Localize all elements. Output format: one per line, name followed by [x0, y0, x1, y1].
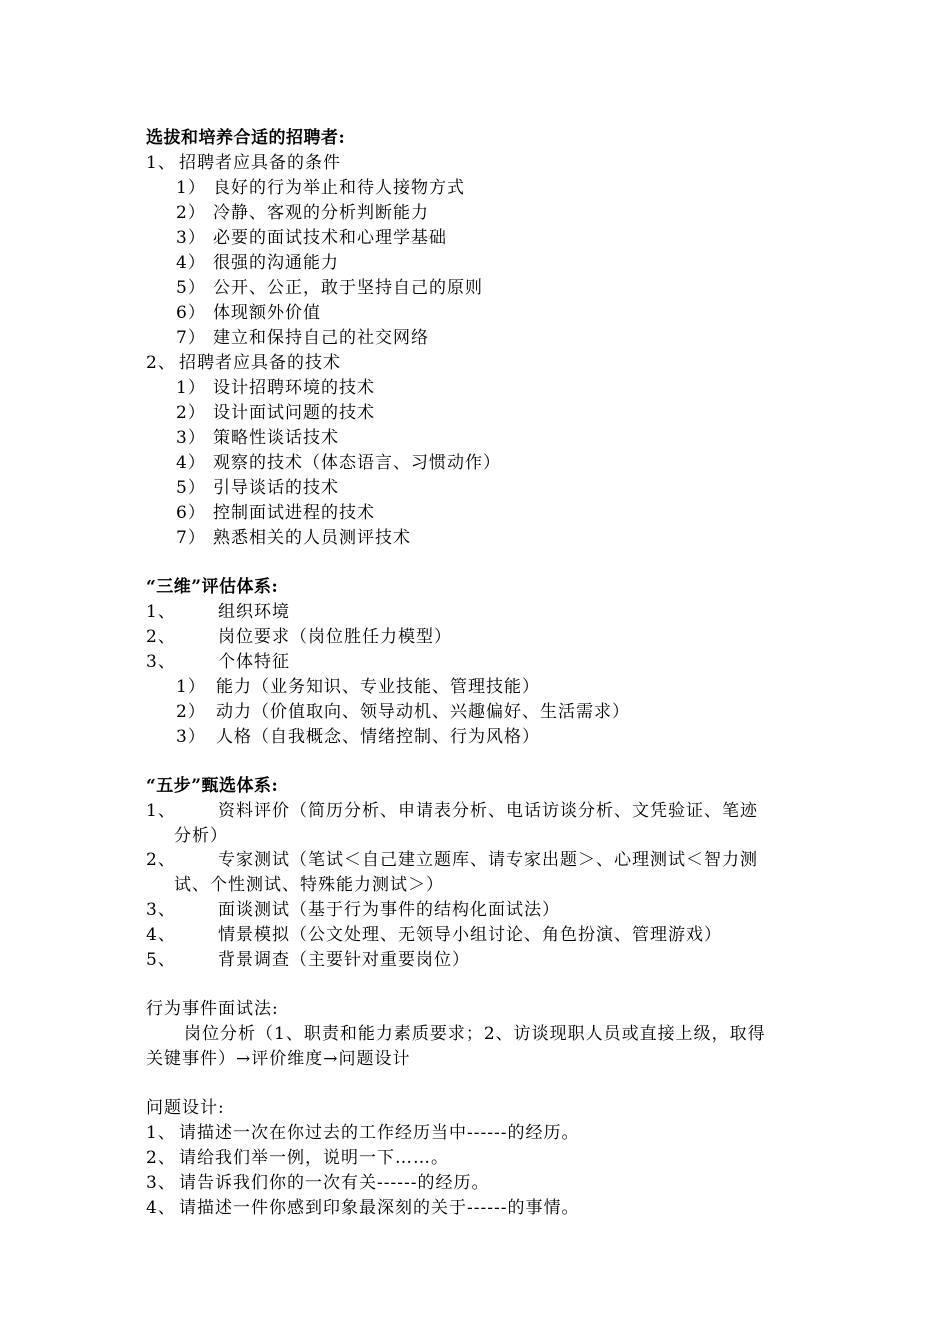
item-number: 1、 [146, 153, 176, 173]
list-item [146, 948, 470, 972]
list-item [146, 1196, 579, 1220]
list-item-continuation: 试、个性测试、特殊能力测试＞） [174, 875, 444, 895]
paragraph-line: 关键事件）→评价维度→问题设计 [146, 1049, 411, 1069]
sub-item-number: 4） [176, 453, 206, 473]
item-number: 2、 [146, 1148, 176, 1168]
sub-item-text: 很强的沟通能力 [213, 253, 339, 273]
sub-list-item [176, 526, 411, 550]
sub-item-number: 1） [176, 178, 206, 198]
sub-list-item [176, 226, 447, 250]
sub-list-item [176, 426, 339, 450]
sub-list-item [176, 725, 540, 749]
list-item-continuation: 分析） [174, 826, 228, 846]
list-item [146, 1171, 489, 1195]
item-number: 4、 [146, 1198, 176, 1218]
item-number: 2、 [146, 353, 176, 373]
sub-item-number: 6） [176, 303, 206, 323]
sub-item-text: 必要的面试技术和心理学基础 [213, 228, 447, 248]
sub-item-text: 观察的技术（体态语言、习惯动作） [213, 453, 501, 473]
list-item [146, 351, 341, 375]
item-text: 资料评价（简历分析、申请表分析、电话访谈分析、文凭验证、笔迹 [218, 801, 758, 821]
list-item [146, 898, 560, 922]
list-item [146, 650, 290, 674]
sub-item-text: 人格（自我概念、情绪控制、行为风格） [216, 727, 540, 747]
sub-item-text: 设计招聘环境的技术 [213, 378, 375, 398]
paragraph-line: 岗位分析（1、职责和能力素质要求；2、访谈现职人员或直接上级，取得 [184, 1024, 766, 1044]
sub-item-number: 3） [176, 727, 206, 747]
item-number: 5、 [146, 950, 176, 970]
list-item [146, 625, 452, 649]
sub-item-number: 3） [176, 228, 206, 248]
sub-item-text: 引导谈话的技术 [213, 478, 339, 498]
sub-item-number: 4） [176, 253, 206, 273]
item-number: 4、 [146, 925, 176, 945]
sub-item-number: 2） [176, 203, 206, 223]
sub-item-text: 熟悉相关的人员测评技术 [213, 528, 411, 548]
sub-item-number: 1） [176, 378, 206, 398]
sub-list-item [176, 201, 429, 225]
item-number: 1、 [146, 801, 176, 821]
sub-item-number: 2） [176, 403, 206, 423]
item-text: 请描述一次在你过去的工作经历当中------的经历。 [179, 1123, 580, 1143]
sub-item-text: 公开、公正，敢于坚持自己的原则 [213, 278, 483, 298]
item-number: 1、 [146, 602, 176, 622]
item-text: 情景模拟（公文处理、无领导小组讨论、角色扮演、管理游戏） [218, 925, 722, 945]
sub-item-text: 能力（业务知识、专业技能、管理技能） [216, 677, 540, 697]
sub-item-text: 建立和保持自己的社交网络 [213, 328, 429, 348]
list-item [146, 799, 758, 823]
list-item [146, 923, 722, 947]
sub-item-number: 3） [176, 428, 206, 448]
sub-item-text: 体现额外价值 [213, 303, 321, 323]
section-title-question-design: 问题设计: [146, 1098, 225, 1118]
sub-item-number: 5） [176, 278, 206, 298]
sub-list-item [176, 401, 375, 425]
sub-list-item [176, 376, 375, 400]
sub-list-item [176, 276, 483, 300]
sub-list-item [176, 501, 375, 525]
item-number: 3、 [146, 900, 176, 920]
item-text: 岗位要求（岗位胜任力模型） [218, 627, 452, 647]
sub-item-number: 7） [176, 528, 206, 548]
sub-item-text: 良好的行为举止和待人接物方式 [213, 178, 465, 198]
sub-list-item [176, 451, 501, 475]
list-item [146, 1121, 579, 1145]
item-number: 1、 [146, 1123, 176, 1143]
section-title-recruiter-selection: 选拔和培养合适的招聘者: [146, 128, 346, 148]
sub-item-text: 冷静、客观的分析判断能力 [213, 203, 429, 223]
list-item [146, 1146, 449, 1170]
item-text: 招聘者应具备的条件 [179, 153, 341, 173]
sub-list-item [176, 176, 465, 200]
item-text: 面谈测试（基于行为事件的结构化面试法） [218, 900, 560, 920]
section-title-behavioral-interview: 行为事件面试法: [146, 999, 279, 1019]
item-number: 2、 [146, 627, 176, 647]
sub-list-item [176, 326, 429, 350]
sub-item-text: 控制面试进程的技术 [213, 503, 375, 523]
item-text: 请给我们举一例，说明一下……。 [179, 1148, 449, 1168]
sub-list-item [176, 700, 630, 724]
item-text: 专家测试（笔试＜自己建立题库、请专家出题＞、心理测试＜智力测 [218, 850, 758, 870]
item-number: 3、 [146, 1173, 176, 1193]
item-text: 组织环境 [218, 602, 290, 622]
section-title-three-dimension: “三维”评估体系: [146, 577, 279, 597]
list-item [146, 600, 290, 624]
item-text: 招聘者应具备的技术 [179, 353, 341, 373]
sub-item-number: 2） [176, 702, 206, 722]
sub-list-item [176, 476, 339, 500]
sub-item-text: 策略性谈话技术 [213, 428, 339, 448]
sub-item-number: 1） [176, 677, 206, 697]
sub-item-number: 6） [176, 503, 206, 523]
item-text: 背景调查（主要针对重要岗位） [218, 950, 470, 970]
sub-item-number: 7） [176, 328, 206, 348]
list-item [146, 151, 341, 175]
section-title-five-step: “五步”甄选体系: [146, 776, 279, 796]
item-text: 个体特征 [218, 652, 290, 672]
sub-list-item [176, 301, 321, 325]
sub-item-number: 5） [176, 478, 206, 498]
item-text: 请描述一件你感到印象最深刻的关于------的事情。 [179, 1198, 580, 1218]
list-item [146, 848, 758, 872]
item-number: 3、 [146, 652, 176, 672]
sub-list-item [176, 675, 540, 699]
item-text: 请告诉我们你的一次有关------的经历。 [179, 1173, 490, 1193]
item-number: 2、 [146, 850, 176, 870]
sub-list-item [176, 251, 339, 275]
sub-item-text: 动力（价值取向、领导动机、兴趣偏好、生活需求） [216, 702, 630, 722]
sub-item-text: 设计面试问题的技术 [213, 403, 375, 423]
